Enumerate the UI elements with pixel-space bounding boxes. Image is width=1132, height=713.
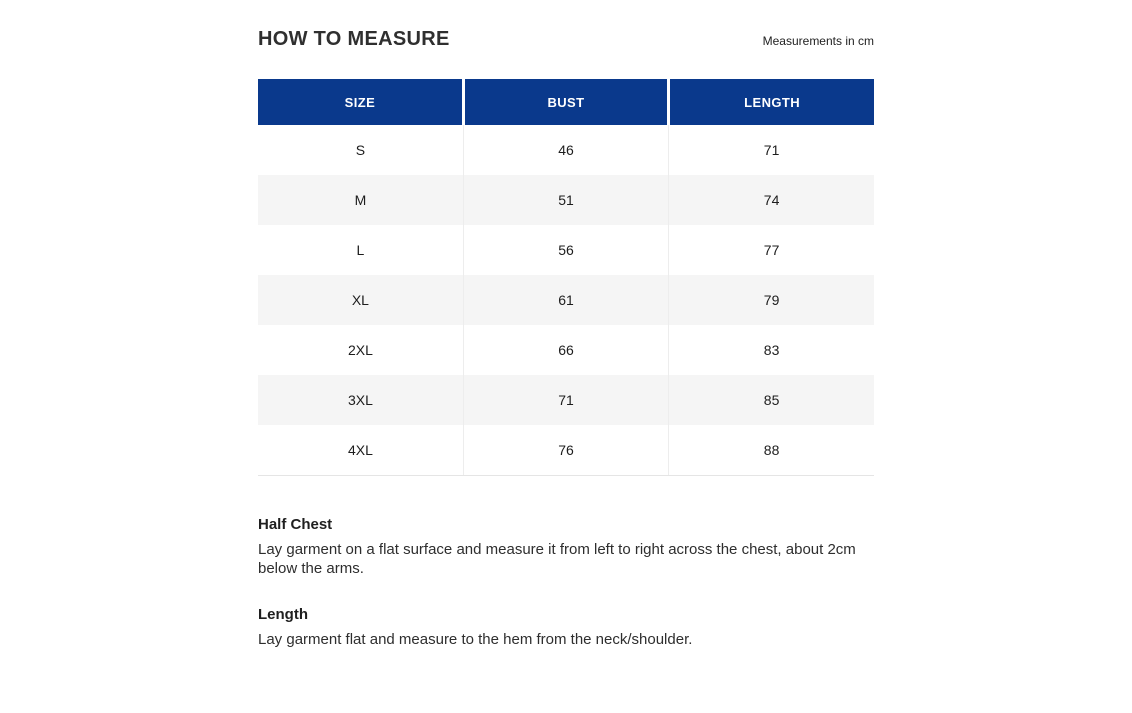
cell-bust: 61 <box>463 275 668 325</box>
cell-bust: 76 <box>463 425 668 475</box>
note-length-heading: Length <box>258 605 308 623</box>
table-row <box>258 375 874 425</box>
cell-size: M <box>354 192 367 208</box>
table-row <box>258 275 874 325</box>
note-length-text: Lay garment flat and measure to the hem from the neck/shoulder. <box>258 630 693 648</box>
column-header-length: LENGTH <box>669 79 874 125</box>
table-row <box>258 175 874 225</box>
cell-length: 74 <box>669 175 874 225</box>
cell-bust: 46 <box>463 125 668 175</box>
cell-size: 2XL <box>347 342 373 358</box>
table-row <box>258 125 874 175</box>
column-header-size: SIZE <box>258 79 463 125</box>
note-half-chest <box>258 516 874 578</box>
note-half-chest-text: Lay garment on a flat surface and measure it from left to right across the chest, about 2cm below the arms. <box>258 540 856 577</box>
table-row <box>258 225 874 275</box>
cell-length: 85 <box>669 375 874 425</box>
cell-bust: 51 <box>463 175 668 225</box>
cell-length: 83 <box>669 325 874 375</box>
cell-bust: 56 <box>463 225 668 275</box>
table-header-row <box>258 79 874 125</box>
cell-length: 79 <box>669 275 874 325</box>
measure-notes <box>258 516 874 650</box>
column-header-bust: BUST <box>463 79 668 125</box>
cell-size: XL <box>351 292 369 308</box>
cell-bust: 66 <box>463 325 668 375</box>
title-row <box>258 28 874 51</box>
cell-size: L <box>356 242 365 258</box>
page-title: HOW TO MEASURE <box>258 28 450 50</box>
cell-size: 3XL <box>347 392 373 408</box>
size-guide-content <box>258 0 874 649</box>
table-row <box>258 325 874 375</box>
cell-size: 4XL <box>258 425 463 475</box>
cell-size: S <box>355 142 366 158</box>
size-chart-table <box>258 79 874 476</box>
cell-bust: 71 <box>463 375 668 425</box>
cell-length: 77 <box>669 225 874 275</box>
note-length <box>258 606 874 649</box>
cell-length: 88 <box>669 425 874 475</box>
units-note: Measurements in cm <box>762 34 874 48</box>
cell-length: 71 <box>669 125 874 175</box>
note-half-chest-heading: Half Chest <box>258 515 333 533</box>
table-row <box>258 425 874 475</box>
size-table-body <box>258 125 874 475</box>
